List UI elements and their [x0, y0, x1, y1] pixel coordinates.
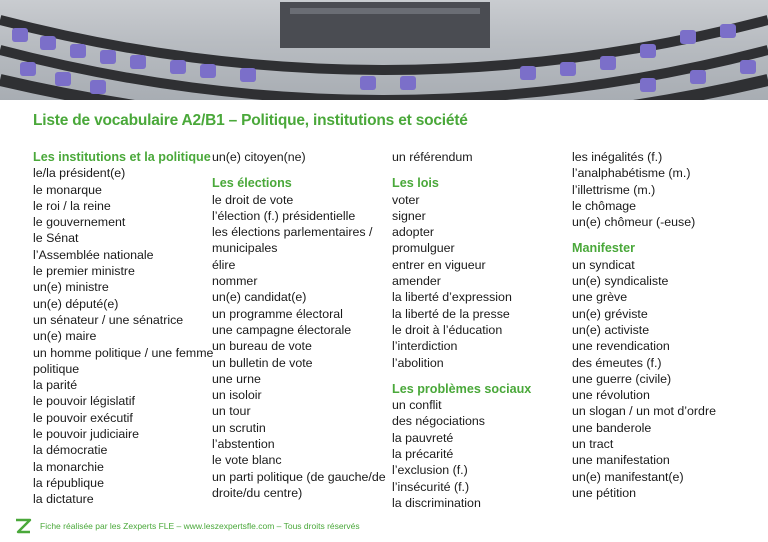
footer-copyright: Fiche réalisée par les Zexperts FLE – www.leszexpertsfle.com – Tous droits réservés [40, 521, 360, 531]
vocab-item: des émeutes (f.) [572, 355, 662, 370]
section-heading: Les élections [212, 176, 292, 191]
footer [0, 512, 768, 542]
vocab-item: un conflit [392, 398, 442, 413]
vocab-item: un(e) chômeur (-euse) [572, 215, 696, 230]
vocab-item: le vote blanc [212, 453, 282, 468]
header-photo-parliament [0, 0, 768, 100]
vocab-item: un(e) activiste [572, 322, 650, 337]
vocab-item: promulguer [392, 241, 455, 256]
vocab-item: une pétition [572, 485, 637, 500]
vocab-item: politique [33, 361, 80, 376]
vocab-item: une guerre (civile) [572, 371, 672, 386]
vocab-column-4 [572, 149, 716, 501]
vocab-item: un(e) manifestant(e) [572, 469, 684, 484]
vocab-item: le droit de vote [212, 192, 294, 207]
vocab-item: les élections parlementaires / [212, 225, 373, 240]
vocab-item: droite/du centre) [212, 485, 303, 500]
vocab-item: la démocratie [33, 443, 108, 458]
vocab-item: voter [392, 192, 420, 207]
vocab-item: un tract [572, 437, 614, 452]
vocab-item: l’Assemblée nationale [33, 247, 154, 262]
vocab-item: une campagne électorale [212, 322, 352, 337]
vocab-item: signer [392, 208, 426, 223]
vocab-item: les inégalités (f.) [572, 150, 663, 164]
section-heading: Les institutions et la politique [33, 150, 211, 164]
vocab-item: le chômage [572, 198, 637, 213]
vocab-item: le gouvernement [33, 215, 126, 230]
vocab-item: une revendication [572, 339, 670, 354]
vocab-item: un tour [212, 404, 251, 419]
vocab-column-2 [212, 149, 386, 501]
vocab-item: des négociations [392, 414, 485, 429]
vocab-item: un(e) député(e) [33, 296, 119, 311]
vocab-item: adopter [392, 225, 435, 240]
vocab-item: la parité [33, 378, 78, 393]
section-heading: Manifester [572, 241, 635, 256]
vocab-item: le roi / la reine [33, 198, 111, 213]
vocab-item: un(e) maire [33, 329, 97, 344]
vocab-item: le premier ministre [33, 264, 135, 279]
vocab-item: la monarchie [33, 459, 104, 474]
vocab-item: nommer [212, 274, 258, 289]
vocab-item: un(e) citoyen(ne) [212, 150, 306, 164]
vocab-item: le/la président(e) [33, 166, 126, 181]
vocab-item: un(e) candidat(e) [212, 290, 307, 305]
vocab-item: la liberté de la presse [392, 306, 510, 321]
section-heading: Les lois [392, 176, 439, 191]
vocab-item: la pauvreté [392, 430, 454, 445]
vocab-item: un scrutin [212, 420, 266, 435]
vocab-item: un(e) ministre [33, 280, 109, 295]
vocab-item: l’interdiction [392, 339, 458, 354]
vocab-item: l’insécurité (f.) [392, 479, 470, 494]
vocab-item: un syndicat [572, 257, 635, 272]
zexperts-logo-icon [14, 518, 32, 534]
vocab-item: un bulletin de vote [212, 355, 313, 370]
vocab-item: la discrimination [392, 495, 481, 510]
vocab-item: le monarque [33, 182, 102, 197]
page-title: Liste de vocabulaire A2/B1 – Politique, institutions et société [33, 112, 468, 129]
vocab-item: une banderole [572, 420, 652, 435]
vocab-item: le pouvoir judiciaire [33, 427, 140, 442]
vocab-item: l’élection (f.) présidentielle [212, 208, 356, 223]
vocab-item: la dictature [33, 492, 94, 507]
vocab-item: une révolution [572, 388, 650, 403]
vocab-item: une grève [572, 290, 628, 305]
section-heading: Les problèmes sociaux [392, 381, 532, 396]
parliament-hemicycle-illustration [0, 0, 768, 100]
vocab-item: un slogan / un mot d’ordre [572, 404, 716, 419]
vocab-item: un parti politique (de gauche/de [212, 469, 386, 484]
vocab-item: l’abolition [392, 355, 444, 370]
vocab-item: élire [212, 257, 236, 272]
vocab-column-3 [392, 149, 531, 511]
vocab-item: l’analphabétisme (m.) [572, 166, 691, 181]
vocab-item: amender [392, 274, 441, 289]
vocab-item: un(e) syndicaliste [572, 274, 669, 289]
vocab-item: le pouvoir législatif [33, 394, 135, 409]
vocab-item: la liberté d’expression [392, 290, 512, 305]
vocab-item: la république [33, 475, 104, 490]
vocab-item: entrer en vigueur [392, 257, 486, 272]
vocab-item: le pouvoir exécutif [33, 410, 133, 425]
vocab-item: l’illettrisme (m.) [572, 182, 656, 197]
vocab-item: l’exclusion (f.) [392, 463, 468, 478]
vocab-item: le droit à l’éducation [392, 322, 503, 337]
vocab-item: un référendum [392, 150, 473, 164]
vocab-item: un homme politique / une femme [33, 345, 214, 360]
vocab-item: un(e) gréviste [572, 306, 648, 321]
vocab-column-1 [33, 149, 213, 508]
vocab-item: une urne [212, 371, 261, 386]
vocab-item: la précarité [392, 447, 454, 462]
vocab-item: une manifestation [572, 453, 670, 468]
vocab-item: un sénateur / une sénatrice [33, 312, 184, 327]
vocab-item: un bureau de vote [212, 339, 312, 354]
vocab-item: municipales [212, 241, 278, 256]
vocab-item: l’abstention [212, 437, 275, 452]
vocab-item: le Sénat [33, 231, 79, 246]
vocab-item: un programme électoral [212, 306, 343, 321]
vocab-item: un isoloir [212, 388, 262, 403]
